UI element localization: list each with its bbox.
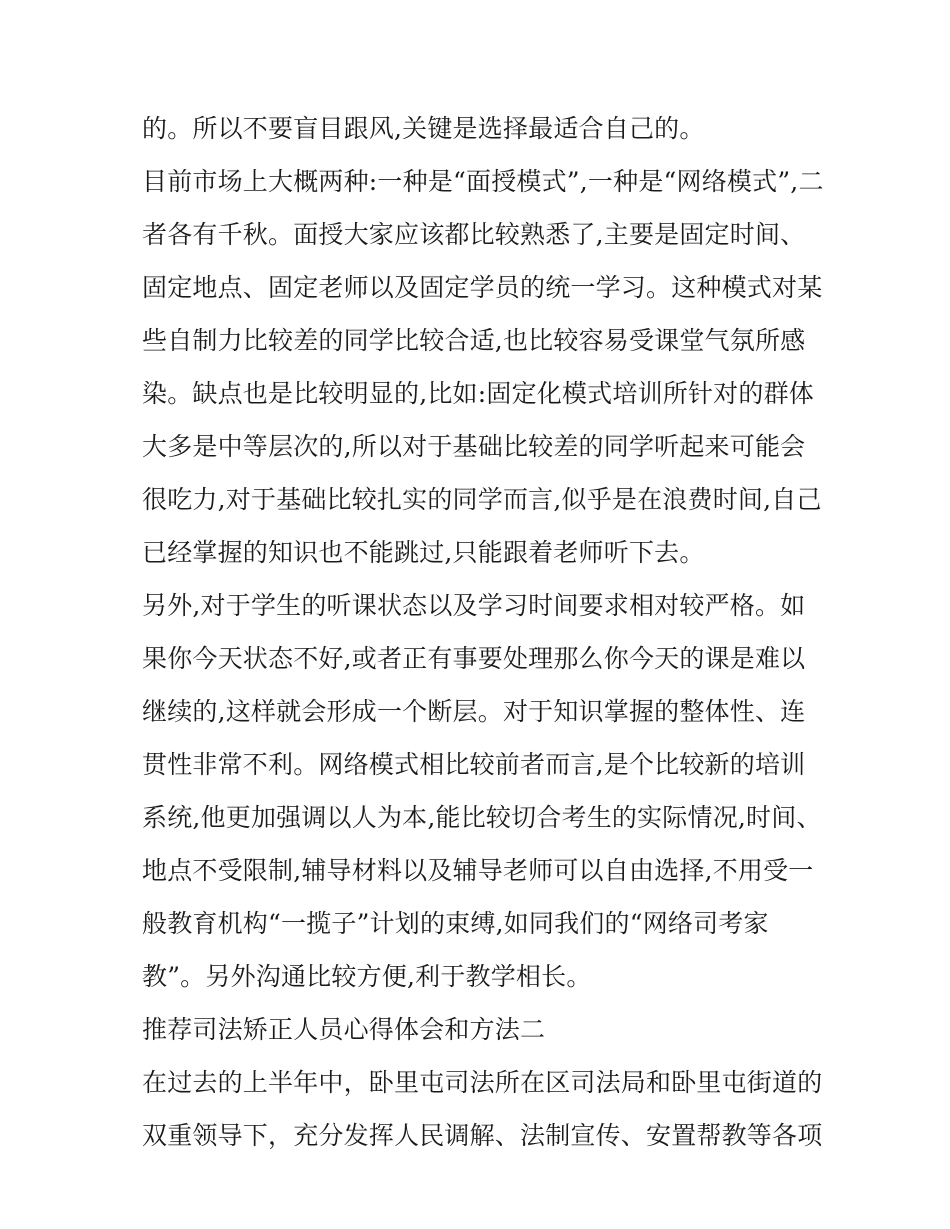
text-line: 另外,对于学生的听课状态以及学习时间要求相对较严格。如 (142, 591, 806, 620)
text-line: 者各有千秋。面授大家应该都比较熟悉了,主要是固定时间、 (142, 220, 806, 249)
text-line: 染。缺点也是比较明显的,比如:固定化模式培训所针对的群体 (142, 379, 814, 408)
text-line: 固定地点、固定老师以及固定学员的统一学习。这种模式对某 (142, 273, 823, 302)
text-line: 贯性非常不利。网络模式相比较前者而言,是个比较新的培训 (142, 750, 806, 779)
text-line: 继续的,这样就会形成一个断层。对于知识掌握的整体性、连 (142, 697, 806, 726)
text-line: 的。所以不要盲目跟风,关键是选择最适合自己的。 (142, 114, 705, 143)
text-line: 已经掌握的知识也不能跳过,只能跟着老师听下去。 (142, 538, 705, 567)
text-line: 在过去的上半年中，卧里屯司法所在区司法局和卧里屯街道的 (142, 1068, 823, 1097)
section-heading: 推荐司法矫正人员心得体会和方法二 (142, 1015, 546, 1044)
text-line: 地点不受限制,辅导材料以及辅导老师可以自由选择,不用受一 (142, 856, 814, 885)
text-line: 果你今天状态不好,或者正有事要处理那么你今天的课是难以 (142, 644, 806, 673)
text-line: 大多是中等层次的,所以对于基础比较差的同学听起来可能会 (142, 432, 806, 461)
text-line: 很吃力,对于基础比较扎实的同学而言,似乎是在浪费时间,自己 (142, 485, 822, 514)
text-line: 系统,他更加强调以人为本,能比较切合考生的实际情况,时间、 (142, 803, 822, 832)
text-line: 般教育机构“一揽子”计划的束缚,如同我们的“网络司考家 (142, 909, 769, 938)
text-line: 双重领导下，充分发挥人民调解、法制宣传、安置帮教等各项 (142, 1121, 823, 1150)
text-line: 目前市场上大概两种:一种是“面授模式”,一种是“网络模式”,二 (142, 167, 824, 196)
text-line: 些自制力比较差的同学比较合适,也比较容易受课堂气氛所感 (142, 326, 806, 355)
text-line: 教”。另外沟通比较方便,利于教学相长。 (142, 962, 592, 991)
